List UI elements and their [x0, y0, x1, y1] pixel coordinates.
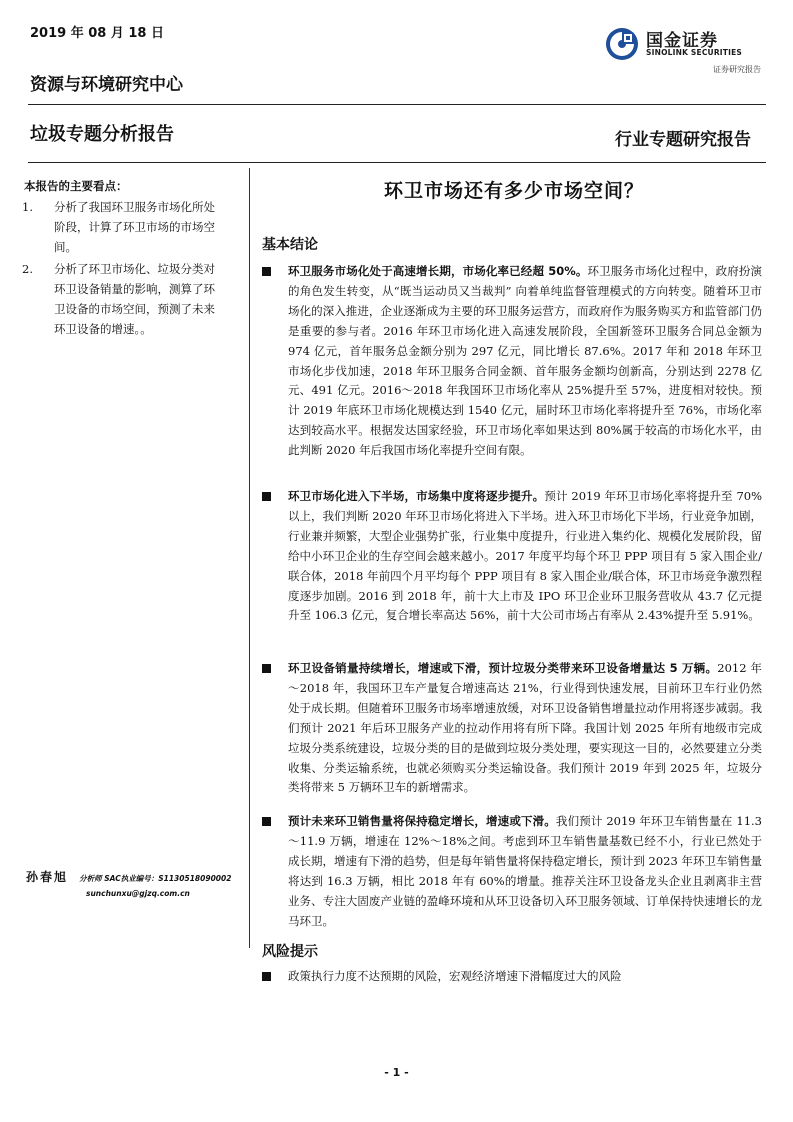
paragraph-text	[288, 812, 762, 931]
analyst-email[interactable]: sunchunxu@gjzq.com.cn	[86, 889, 190, 898]
page-number: - 1 -	[384, 1066, 409, 1079]
paragraph-body: 预计 2019 年环卫市场化率将提升至 70%以上，我们判断 2020 年环卫市场化将进入下半场。进入环卫市场化下半场，行业竞争加剧，行业兼并频繁，大型企业强势扩张，行业集中度提升，行业进入集约化、规模化发展阶段，留给中小环卫企业的生存空间会越来越小。2017 年度平均每个环卫 PPP 项目有 5 家入围企业/联合体，2018 年前四个月平均每个 PPP 项目有 8 家入围企业/联合体，环卫市场竞争激烈程度逐步加剧。2016 到 2018 年，前十大上市及 IPO 环卫企业环卫服务营收从 43.7 亿元提升至 106.3 亿元，复合增长率高达 56%，前十大公司市场占有率从 2.43%提升至 5.91%。	[288, 489, 763, 623]
paragraph-text	[288, 262, 762, 461]
section-heading-conclusions: 基本结论	[262, 237, 318, 253]
paragraph-lead: 环卫服务市场化处于高速增长期，市场化率已经超 50%。	[288, 264, 588, 278]
highlights-list	[22, 197, 222, 341]
conclusion-paragraph	[262, 812, 762, 931]
highlight-number: 1.	[22, 200, 33, 214]
section-heading-risks: 风险提示	[262, 944, 318, 960]
article-title: 环卫市场还有多少市场空间？	[383, 180, 644, 202]
paragraph-text	[288, 659, 762, 798]
paragraph-lead: 环卫设备销量持续增长，增速或下滑，预计垃圾分类带来环卫设备增量达 5 万辆。	[288, 661, 718, 675]
paragraph-body: 我们预计 2019 年环卫车销售量在 11.3～11.9 万辆，增速在 12%～18%之间。考虑到环卫车销售量基数已经不小，行业已然处于成长期，增速有下滑的趋势，但是每年销售量将保持稳定增长，预计到 2023 年环卫车销售量将达到 16.3 万辆，相比 2018 年有 60%的增量。推荐关注环卫设备龙头企业且剥离非主营业务、专注大固废产业链的盈峰环境和从环卫设备切入环卫服务领域、订单保持快速增长的龙马环卫。	[288, 814, 762, 928]
highlight-text: 分析了我国环卫服务市场化所处阶段，计算了环卫市场的市场空间。	[54, 200, 215, 254]
conclusion-paragraph	[262, 487, 762, 626]
sinolink-logo-icon	[604, 26, 640, 62]
paragraph-lead: 预计未来环卫销售量将保持稳定增长，增速或下滑。	[288, 814, 556, 828]
highlight-text: 分析了环卫市场化、垃圾分类对环卫设备销量的影响，测算了环卫设备的市场空间，预测了未来环卫设备的增速。。	[54, 262, 215, 336]
square-bullet-icon	[262, 972, 271, 981]
report-date: 2019 年 08 月 18 日	[30, 26, 164, 41]
analyst-license: 分析师 SAC执业编号：S1130518090002	[79, 874, 232, 883]
header-divider-top	[28, 104, 766, 105]
logo-subtitle: 证券研究报告	[713, 65, 761, 74]
highlights-title: 本报告的主要看点：	[24, 179, 128, 193]
risk-text: 政策执行力度不达预期的风险，宏观经济增速下滑幅度过大的风险	[288, 969, 622, 983]
report-title: 垃圾专题分析报告	[30, 124, 174, 145]
paragraph-body: 2012 年～2018 年，我国环卫车产量复合增速高达 21%，行业得到快速发展，目前环卫车行业仍然处于成长期。但随着环卫服务市场率增速放缓，对环卫设备销售增量拉动作用将逐步减弱。我们预计 2021 年后环卫服务产业的拉动作用将有所下降。我国计划 2025 年所有地级市完成垃圾分类系统建设，垃圾分类的目的是做到垃圾分类处理，要实现这一目的，必然要建立分类收集、分类运输系统，也就必须购买分类运输设备。我们预计 2019 年到 2025 年，垃圾分类将带来 5 万辆环卫车的新增需求。	[288, 661, 762, 795]
report-type: 行业专题研究报告	[615, 130, 751, 150]
highlight-number: 2.	[22, 262, 33, 276]
paragraph-body: 环卫服务市场化过程中，政府扮演的角色发生转变，从“既当运动员又当裁判” 向着单纯监督管理模式的方向转变。随着环卫市场化的深入推进，企业逐渐成为主要的环卫服务运营方，而政府作为服务购买方和监管部门仍是重要的参与者。2016 年环卫市场化进入高速发展阶段，全国新签环卫服务合同总金额为 974 亿元，首年服务总金额分别为 297 亿元，同比增长 87.6%。2017 年和 2018 年环卫市场化步伐加速，2018 年环卫服务合同金额、首年服务金额均创新高，分别达到 2278 亿元、491 亿元。2016～2018 年我国环卫市场化率从 25%提升至 57%，进度相对较快。预计 2019 年底环卫市场化规模达到 1540 亿元，届时环卫市场化率将提升至 76%，市场化率达到较高水平。根据发达国家经验，环卫市场化率如果达到 80%属于较高的市场化水平，由此判断 2020 年后我国市场化率提升空间有限。	[288, 264, 763, 458]
logo-chinese-name: 国金证券	[646, 31, 718, 51]
header-divider-bottom	[28, 162, 766, 163]
analyst-name: 孙春旭	[26, 870, 69, 884]
square-bullet-icon	[262, 492, 271, 501]
research-department: 资源与环境研究中心	[30, 75, 183, 95]
highlight-item	[22, 197, 222, 257]
conclusion-paragraph	[262, 659, 762, 798]
highlight-item	[22, 259, 222, 339]
square-bullet-icon	[262, 817, 271, 826]
logo-english-name: SINOLINK SECURITIES	[646, 48, 743, 57]
conclusion-paragraph	[262, 262, 762, 461]
paragraph-lead: 环卫市场化进入下半场，市场集中度将逐步提升。	[288, 489, 545, 503]
square-bullet-icon	[262, 267, 271, 276]
square-bullet-icon	[262, 664, 271, 673]
column-divider	[249, 168, 250, 948]
analyst-info	[26, 866, 231, 898]
risk-paragraph	[262, 967, 762, 987]
paragraph-text	[288, 487, 762, 626]
